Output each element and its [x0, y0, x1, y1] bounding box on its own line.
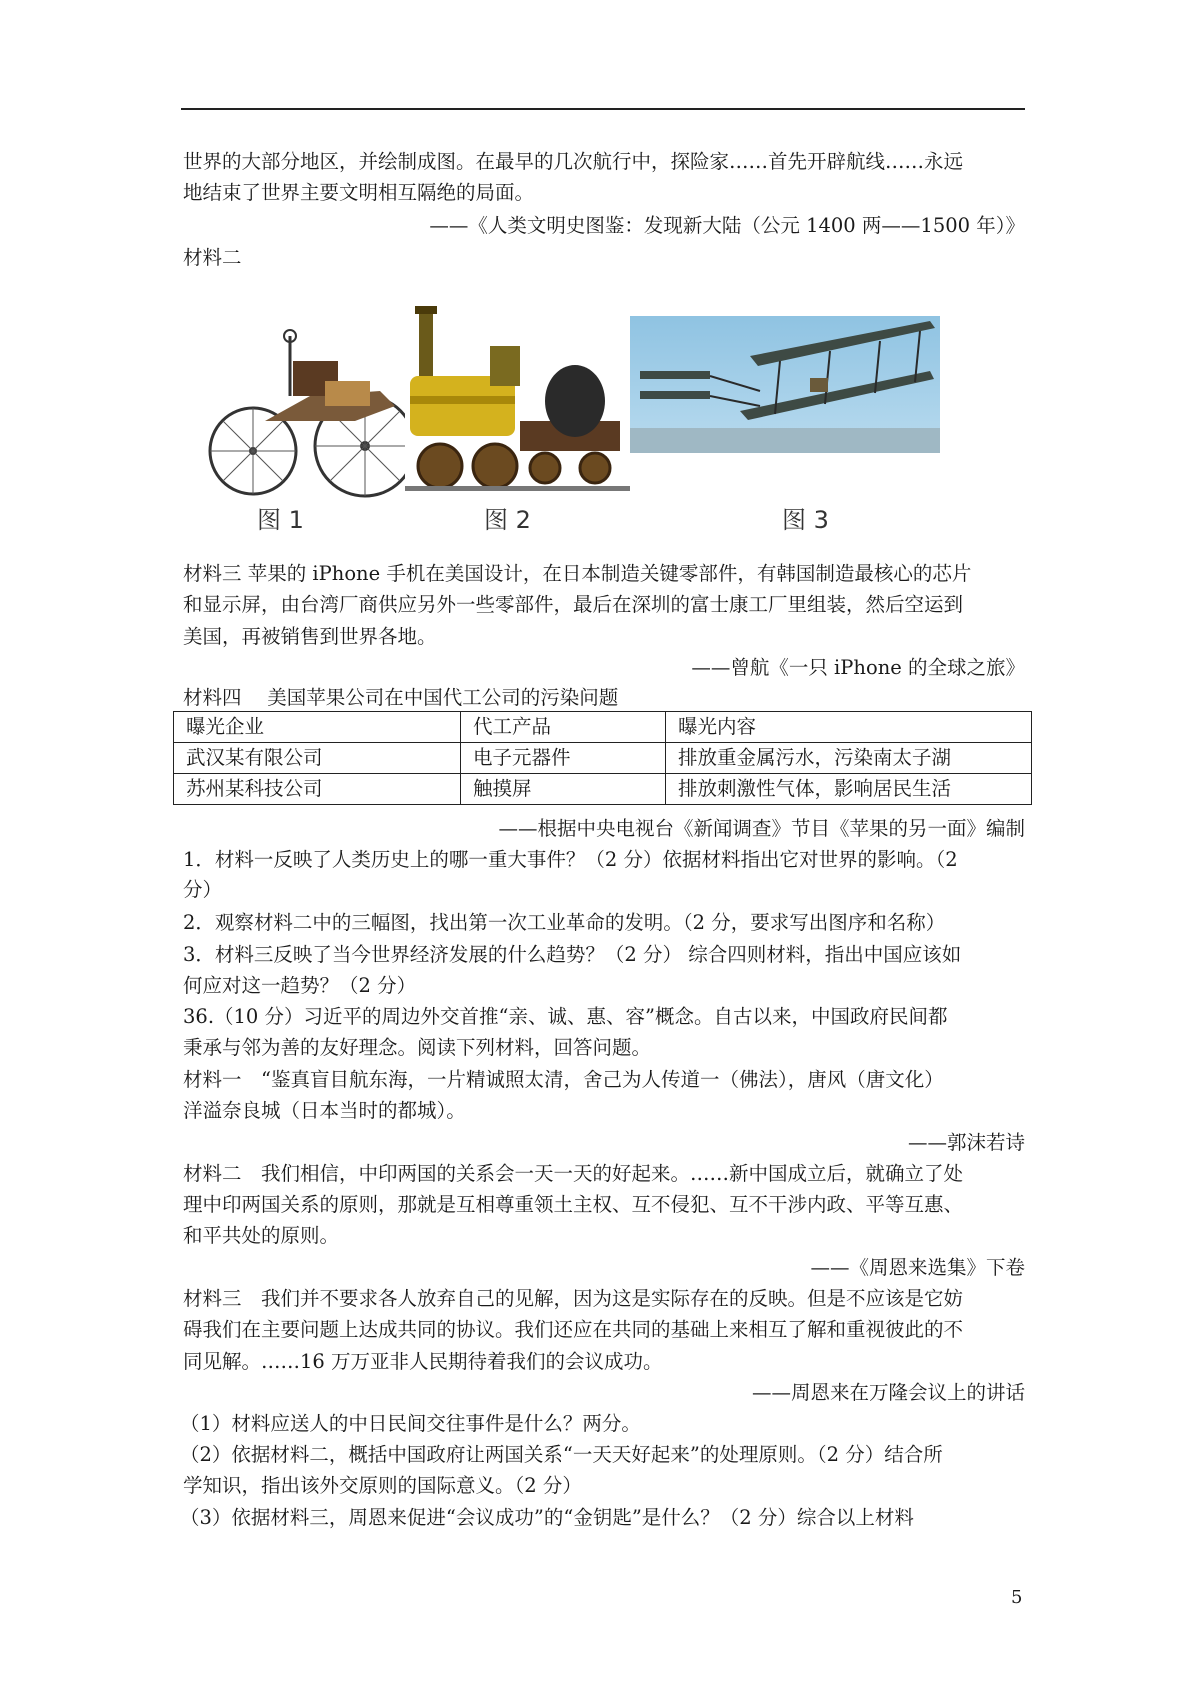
source-citation: ——根据中央电视台《新闻调查》节目《苹果的另一面》编制	[498, 817, 1025, 840]
text-line: 理中印两国关系的原则，那就是互相尊重领土主权、互不侵犯、互不干涉内政、平等互惠、	[183, 1193, 964, 1216]
text-line: 碍我们在主要问题上达成共同的协议。我们还应在共同的基础上来相互了解和重视彼此的不	[183, 1318, 964, 1341]
figure-label: 图 2	[484, 506, 531, 534]
question-line: 学知识，指出该外交原则的国际意义。（2 分）	[183, 1474, 582, 1497]
source-citation: ——郭沫若诗	[907, 1131, 1025, 1154]
table-cell: 苏州某科技公司	[174, 774, 461, 805]
text-line: 洋溢奈良城（日本当时的都城）。	[183, 1099, 466, 1122]
table-cell: 武汉某有限公司	[174, 743, 461, 774]
page-number: 5	[1011, 1587, 1023, 1608]
table-header: 曝光企业	[174, 712, 461, 743]
text-line: 世界的大部分地区，并绘制成图。在最早的几次航行中，探险家……首先开辟航线……永远	[183, 150, 964, 173]
steam-locomotive-icon	[405, 306, 630, 526]
figure-label: 图 1	[257, 506, 304, 534]
question-line: （3）依据材料三，周恩来促进“会议成功”的“金钥匙”是什么？（2 分）综合以上材料	[180, 1506, 914, 1529]
table-cell: 电子元器件	[461, 743, 666, 774]
text-line: 材料二 我们相信，中印两国的关系会一天一天的好起来。……新中国成立后，就确立了处	[183, 1162, 964, 1185]
pollution-table	[173, 711, 1032, 805]
question-line: 秉承与邻为善的友好理念。阅读下列材料，回答问题。	[183, 1036, 652, 1059]
table-header-row	[174, 712, 1032, 743]
question-line: 分）	[183, 878, 223, 901]
question-line: （2）依据材料二，概括中国政府让两国关系“一天天好起来”的处理原则。（2 分）结合所	[180, 1443, 943, 1466]
table-cell: 排放刺激性气体，影响居民生活	[666, 774, 1032, 805]
biplane-icon	[630, 316, 940, 453]
question-line: 2．观察材料二中的三幅图，找出第一次工业革命的发明。（2 分，要求写出图序和名称）	[183, 911, 946, 934]
figure-label: 图 3	[782, 506, 829, 534]
text-line: 美国，再被销售到世界各地。	[183, 625, 437, 648]
text-line: 材料三 我们并不要求各人放弃自己的见解，因为这是实际存在的反映。但是不应该是它妨	[183, 1287, 964, 1310]
table-row	[174, 774, 1032, 805]
table-cell: 排放重金属污水，污染南太子湖	[666, 743, 1032, 774]
text-line: 和平共处的原则。	[183, 1224, 340, 1247]
text-line: 同见解。……16 万万亚非人民期待着我们的会议成功。	[183, 1350, 663, 1373]
header-rule	[181, 108, 1025, 110]
table-header: 曝光内容	[666, 712, 1032, 743]
benz-tricycle-car-icon	[205, 326, 430, 526]
source-citation: ——曾航《一只 iPhone 的全球之旅》	[691, 656, 1025, 679]
material2-figures	[205, 316, 1020, 536]
question-line: 3．材料三反映了当今世界经济发展的什么趋势？（2 分） 综合四则材料，指出中国应该如	[183, 943, 962, 966]
material-heading: 材料四 美国苹果公司在中国代工公司的污染问题	[183, 686, 619, 709]
text-line: 材料一 “鉴真盲目航东海，一片精诚照太清，舍己为人传道一（佛法），唐风（唐文化）	[183, 1068, 944, 1091]
question-line: （1）材料应送人的中日民间交往事件是什么？两分。	[180, 1412, 641, 1435]
text-line: 材料三 苹果的 iPhone 手机在美国设计，在日本制造关键零部件，有韩国制造最核心的芯片	[183, 562, 972, 585]
table-cell: 触摸屏	[461, 774, 666, 805]
source-citation: ——《人类文明史图鉴：发现新大陆（公元 1400 两——1500 年）》	[429, 214, 1025, 237]
question-line: 何应对这一趋势？（2 分）	[183, 974, 417, 997]
question-line: 36.（10 分）习近平的周边外交首推“亲、诚、惠、容”概念。自古以来，中国政府民间都	[183, 1005, 948, 1028]
source-citation: ——周恩来在万隆会议上的讲话	[751, 1381, 1025, 1404]
table-header: 代工产品	[461, 712, 666, 743]
material-heading: 材料二	[183, 246, 242, 269]
text-line: 和显示屏，由台湾厂商供应另外一些零部件，最后在深圳的富士康工厂里组装，然后空运到	[183, 593, 964, 616]
source-citation: ——《周恩来选集》下卷	[810, 1256, 1025, 1279]
table-row	[174, 743, 1032, 774]
text-line: 地结束了世界主要文明相互隔绝的局面。	[183, 181, 535, 204]
question-line: 1．材料一反映了人类历史上的哪一重大事件？（2 分）依据材料指出它对世界的影响。（2	[183, 848, 958, 871]
